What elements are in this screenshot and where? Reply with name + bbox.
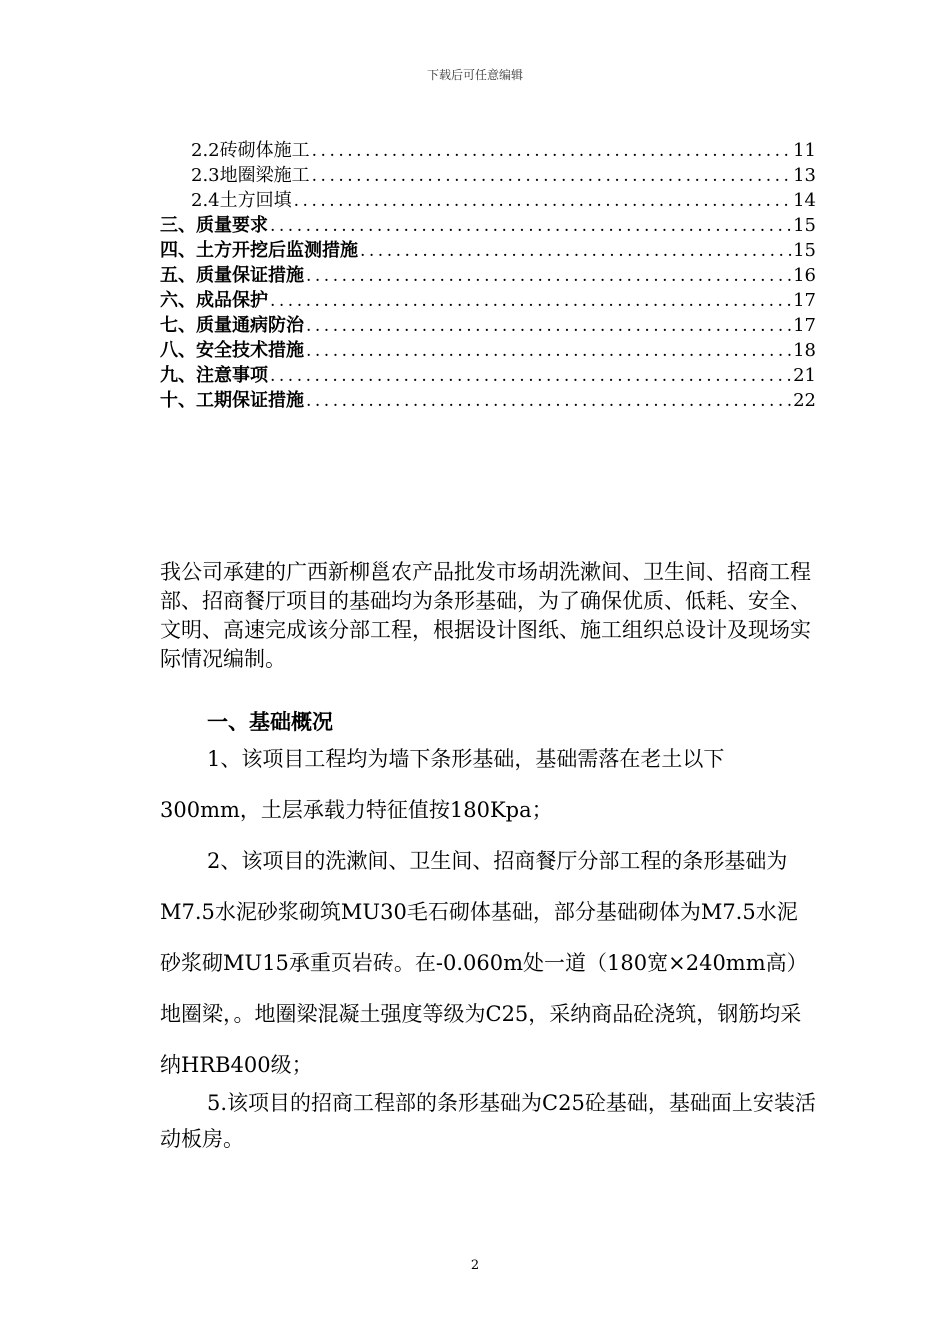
toc-entry[interactable] [160, 188, 816, 213]
toc-entry-page: 13 [793, 165, 816, 186]
toc-entry-page: 17 [793, 290, 816, 311]
toc-entry-page: 11 [793, 140, 816, 161]
toc-leader-dots [310, 164, 793, 188]
toc-entry-title: 八、安全技术措施 [160, 340, 304, 361]
intro-paragraph: 我公司承建的广西新柳邕农产品批发市场胡洗漱间、卫生间、招商工程部、招商餐厅项目的基础均为条形基础，为了确保优质、低耗、安全、文明、高速完成该分部工程，根据设计图纸、施工组织总设计及现场实际情况编制。 [160, 560, 811, 671]
toc-leader-dots [304, 264, 793, 288]
toc-entry-title: 七、质量通病防治 [160, 315, 304, 336]
toc-entry-page: 21 [793, 365, 816, 386]
toc-entry[interactable] [160, 288, 816, 313]
toc-entry-page: 17 [793, 315, 816, 336]
toc-entry[interactable] [160, 213, 816, 238]
toc-leader-dots [268, 289, 793, 313]
toc-entry-page: 15 [793, 215, 816, 236]
toc-entry-page: 22 [793, 390, 816, 411]
toc-entry[interactable] [160, 338, 816, 363]
toc-entry-title: 五、质量保证措施 [160, 265, 304, 286]
toc-entry-title: 九、注意事项 [160, 365, 268, 386]
toc-entry-title: 2.3地圈梁施工 [191, 165, 310, 186]
toc-entry[interactable] [160, 263, 816, 288]
toc-entry-page: 14 [793, 190, 816, 211]
page-number: 2 [470, 1258, 480, 1273]
toc-leader-dots [358, 239, 793, 263]
toc-leader-dots [304, 314, 793, 338]
toc-entry[interactable] [160, 163, 816, 188]
body-paragraph: 5.该项目的招商工程部的条形基础为C25砼基础，基础面上安装活动板房。 [160, 1091, 816, 1151]
toc-entry-title: 十、工期保证措施 [160, 390, 304, 411]
toc-entry-title: 2.2砖砌体施工 [191, 140, 310, 161]
toc-entry[interactable] [160, 313, 816, 338]
toc-entry-title: 四、土方开挖后监测措施 [160, 240, 358, 261]
toc-leader-dots [304, 339, 793, 363]
toc-entry[interactable] [160, 388, 816, 413]
toc-leader-dots [304, 389, 793, 413]
toc-entry-title: 三、质量要求 [160, 215, 268, 236]
toc-leader-dots [310, 139, 793, 163]
toc-leader-dots [268, 214, 793, 238]
body-paragraph: 1、该项目工程均为墙下条形基础，基础需落在老土以下300mm，土层承载力特征值按180Kpa； [160, 747, 725, 822]
table-of-contents [160, 138, 816, 413]
body-paragraph: 2、该项目的洗漱间、卫生间、招商餐厅分部工程的条形基础为M7.5水泥砂浆砌筑MU30毛石砌体基础，部分基础砌体为M7.5水泥砂浆砌MU15承重页岩砖。在-0.060m处一道（180宽×240mm高）地圈梁，。地圈梁混凝土强度等级为C25，采纳商品砼浇筑，钢筋均采纳HRB400级； [160, 849, 808, 1077]
toc-entry[interactable] [160, 238, 816, 263]
page-header-note: 下载后可任意编辑 [426, 68, 523, 82]
toc-entry-page: 15 [793, 240, 816, 261]
toc-entry-page: 18 [793, 340, 816, 361]
toc-entry[interactable] [160, 138, 816, 163]
toc-entry-page: 16 [793, 265, 816, 286]
toc-leader-dots [292, 189, 793, 213]
toc-entry[interactable] [160, 363, 816, 388]
section-heading: 一、基础概况 [207, 710, 333, 734]
toc-entry-title: 2.4土方回填 [191, 190, 292, 211]
toc-entry-title: 六、成品保护 [160, 290, 268, 311]
toc-leader-dots [268, 364, 793, 388]
